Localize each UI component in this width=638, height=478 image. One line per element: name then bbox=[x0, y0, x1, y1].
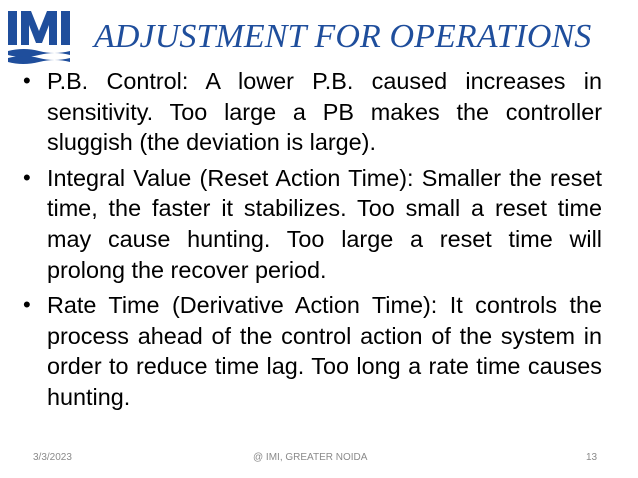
imi-logo-icon bbox=[6, 7, 72, 67]
footer-page-number: 13 bbox=[586, 452, 598, 463]
bullet-text: P.B. Control: A lower P.B. caused increases in sensitivity. Too large a PB makes the controller sluggish (the deviation is large). bbox=[47, 68, 602, 156]
slide-title: ADJUSTMENT FOR OPERATIONS bbox=[94, 18, 592, 55]
bullet-text: Rate Time (Derivative Action Time): It controls the process ahead of the control action of the system in order to reduce time lag. Too long a rate time causes hunting. bbox=[47, 292, 602, 410]
footer-organization: @ IMI, GREATER NOIDA bbox=[253, 452, 368, 463]
bullet-item bbox=[20, 66, 602, 158]
bullet-dot-icon: • bbox=[23, 68, 31, 93]
bullet-dot-icon: • bbox=[23, 292, 31, 318]
bullet-item bbox=[20, 290, 602, 412]
bullet-dot-icon: • bbox=[23, 164, 31, 190]
bullet-text: Integral Value (Reset Action Time): Smaller the reset time, the faster it stabilizes. Too small a reset time may cause hunting. Too large a reset time will prolong the recover period. bbox=[47, 164, 602, 283]
footer-date: 3/3/2023 bbox=[33, 452, 72, 463]
bullet-list bbox=[20, 66, 602, 418]
bullet-item bbox=[20, 163, 602, 285]
